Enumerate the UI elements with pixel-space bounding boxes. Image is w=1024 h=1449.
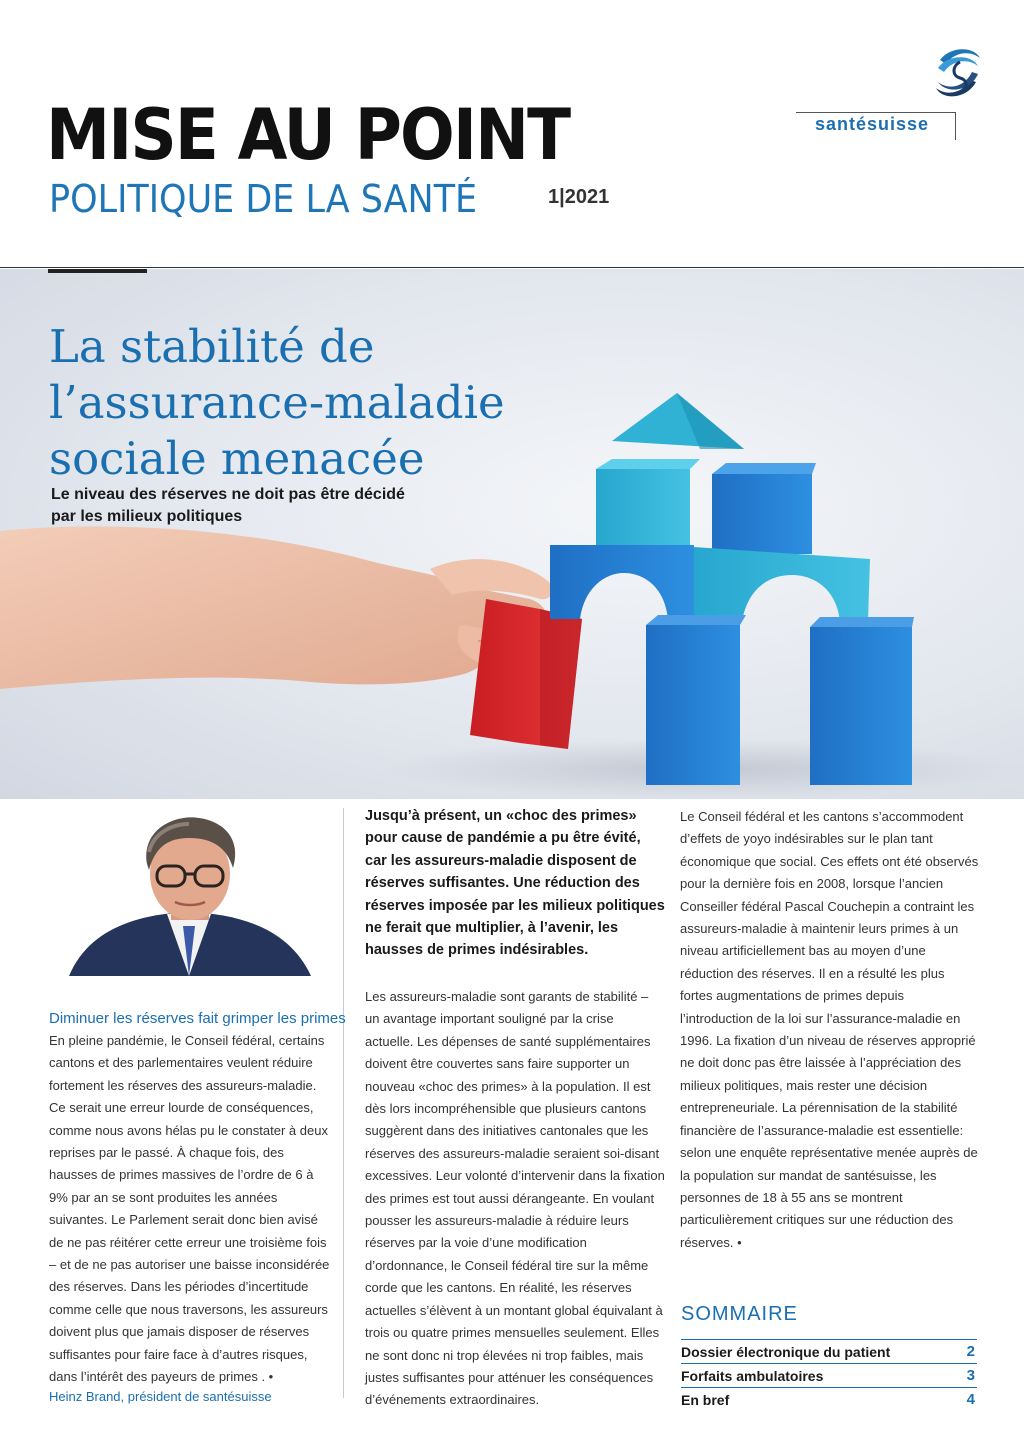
toc-item[interactable] [681,1387,977,1411]
publication-subtitle: POLITIQUE DE LA SANTÉ [49,177,478,221]
toc-item[interactable] [681,1363,977,1387]
subheadline-line: Le niveau des réserves ne doit pas être décidé [51,486,405,503]
headline-line: l’assurance-maladie [49,376,505,429]
subheadline-line: par les milieux politiques [51,508,243,525]
table-of-contents [681,1339,977,1411]
toc-item[interactable] [681,1339,977,1363]
headline-line: La stabilité de [49,320,375,373]
sommaire-title: SOMMAIRE [681,1303,798,1325]
logo-rule [796,112,956,113]
column-divider [343,808,344,1398]
toc-item-label: En bref [681,1391,730,1408]
toc-item-label: Forfaits ambulatoires [681,1367,824,1384]
toc-item-label: Dossier électronique du patient [681,1343,891,1360]
article-lead: Jusqu’à présent, un «choc des primes» pour cause de pandémie a pu être évité, car les assureurs-maladie disposent de réserves suffisantes. Une réduction des réserves imposée par les milieux politiques ne ferait que multiplier, à l’avenir, les hausses de primes indésirables. [365,808,665,959]
toc-item-page: 2 [966,1343,975,1360]
logo-rule-vertical [955,112,956,140]
sidebar-body: En pleine pandémie, le Conseil fédéral, certains cantons et des parlementaires veulent réduire fortement les réserves des assureurs-maladie. Ce serait une erreur lourde de conséquences, comme nous avons hélas pu le constater à deux reprises par le passé. À chaque fois, des hausses de primes massives de l’ordre de 6 à 9% par an se sont produites les années suivantes. Le Parlement serait donc bien avisé de ne pas réitérer cette erreur une troisième fois – et de ne pas autoriser une baisse inconsidérée des réserves. Dans les périodes d’incertitude comme celle que nous traversons, les assureurs doivent plus que jamais disposer de réserves suffisantes pour faire face à d’autres risques, dans l’intérêt des payeurs de primes . • [49,1033,330,1385]
headline [49,319,569,487]
publication-title: MISE AU POINT [46,94,570,176]
hero-image-section [0,269,1024,799]
article-column-3: Le Conseil fédéral et les cantons s’accommodent d’effets de yoyo indésirables sur le plan tant économique que social. Ces effets ont été observés pour la dernière fois en 2008, lorsque l’ancien Conseiller fédéral Pascal Couchepin a contraint les assureurs-maladie à maintenir leurs primes à un niveau artificiellement bas au moyen d’une réduction des réserves. Il en a résulté les plus fortes augmentations de primes depuis l’introduction de la loi sur l’assurance-maladie en 1996. La fixation d’un niveau de réserves approprié ne doit donc pas être laissée à l’appréciation des milieux politiques, mais rester une décision entrepreneuriale. La pérennisation de la stabilité financière de l’assurance-maladie est essentielle: selon une enquête représentative menée auprès de la population sur mandat de santésuisse, les personnes de 18 à 55 ans se montrent particulièrement critiques sur une réduction des réserves. • [680,809,979,1250]
author-signature: Heinz Brand, président de santésuisse [49,1389,272,1404]
subheadline [51,484,431,528]
santesuisse-logo-text: santésuisse [815,114,930,134]
masthead [0,0,1024,268]
toc-item-page: 4 [966,1391,975,1408]
sidebar-title: Diminuer les réserves fait grimper les primes [49,1010,346,1027]
article-column-2: Les assureurs-maladie sont garants de stabilité – un avantage important souligné par la crise actuelle. Les dépenses de santé supplémentaires doivent être couvertes sans faire supporter un nouveau «choc des primes» à la population. Il est dès lors incompréhensible que plusieurs cantons suggèrent dans des initiatives cantonales que les réserves des assureurs-maladie seraient soi-disant excessives. Leur volonté d’intervenir dans la fixation des primes est tout aussi dérangeante. En voulant pousser les assureurs-maladie à réduire leurs réserves par la voie d’une modification d’ordonnance, le Conseil fédéral tire sur la même corde que les cantons. En réalité, les réserves actuelles s’élèvent à un montant global équivalant à trois ou quatre primes mensuelles seulement. Elles ne sont donc ni trop élevées ni trop faibles, mais justes suffisantes pour atténuer les conséquences d’événements extraordinaires. [365,989,665,1408]
portrait-photo [49,808,343,976]
headline-line: sociale menacée [49,432,425,485]
issue-number: 1|2021 [548,186,610,208]
santesuisse-logo-icon [930,42,986,108]
toc-item-page: 3 [966,1367,975,1384]
